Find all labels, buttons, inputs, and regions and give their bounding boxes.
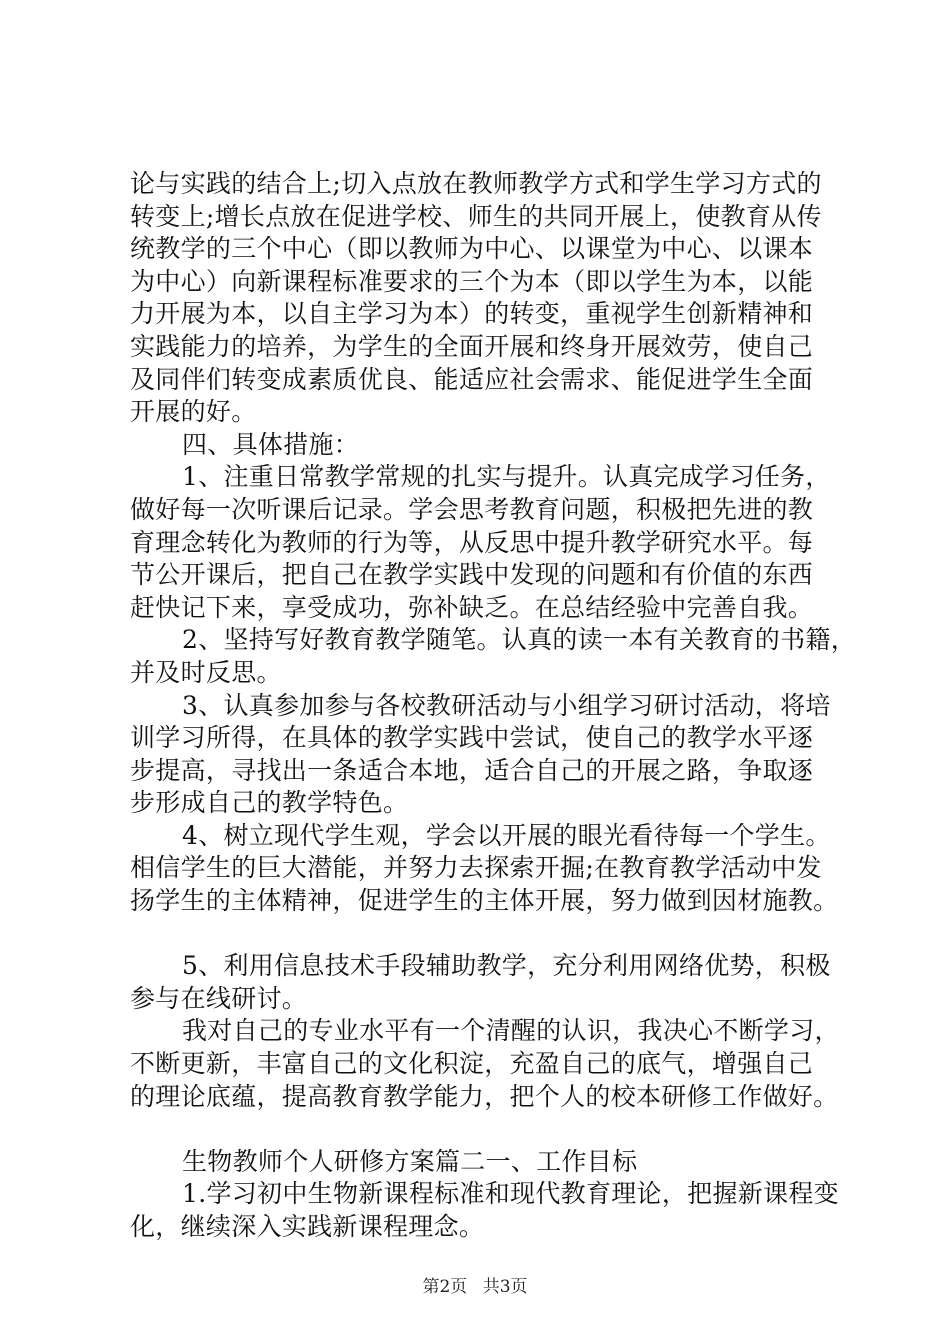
text-line: 论与实践的结合上;切入点放在教师教学方式和学生学习方式的 <box>130 169 822 198</box>
text-line: 1、注重日常教学常规的扎实与提升。认真完成学习任务， <box>182 462 831 492</box>
text-line: 5、利用信息技术手段辅助教学，充分利用网络优势，积极 <box>182 951 831 981</box>
text-line: 及同伴们转变成素质优良、能适应社会需求、能促进学生全面 <box>130 364 814 394</box>
text-line: 实践能力的培养，为学生的全面开展和终身开展效劳，使自己 <box>130 331 814 361</box>
text-line: 2、坚持写好教育教学随笔。认真的读一本有关教育的书籍， <box>182 625 857 655</box>
text-line: 步形成自己的教学特色。 <box>130 788 409 818</box>
text-line: 训学习所得，在具体的教学实践中尝试，使自己的教学水平逐 <box>130 723 814 753</box>
text-line: 扬学生的主体精神，促进学生的主体开展，努力做到因材施教。 <box>130 886 839 916</box>
text-line: 化，继续深入实践新课程理念。 <box>130 1212 485 1241</box>
text-line: 节公开课后，把自己在教学实践中发现的问题和有价值的东西 <box>130 560 814 590</box>
page-total: 共3页 <box>482 1277 528 1297</box>
section-heading: 生物教师个人研修方案篇二一、工作目标 <box>182 1146 638 1176</box>
text-line: 力开展为本，以自主学习为本）的转变，重视学生创新精神和 <box>130 299 814 329</box>
text-line: 转变上;增长点放在促进学校、师生的共同开展上，使教育从传 <box>130 201 822 231</box>
text-line: 并及时反思。 <box>130 657 282 687</box>
paragraph-gap <box>130 1113 830 1146</box>
text-line: 做好每一次听课后记录。学会思考教育问题，积极把先进的教 <box>130 494 814 524</box>
paragraph-gap <box>130 918 830 951</box>
body-text <box>130 168 857 1244</box>
text-line: 相信学生的巨大潜能，并努力去探索开掘;在教育教学活动中发 <box>130 853 822 883</box>
text-line: 我对自己的专业水平有一个清醒的认识，我决心不断学习， <box>182 1016 840 1046</box>
text-line: 不断更新，丰富自己的文化积淀，充盈自己的底气，增强自己 <box>130 1049 814 1079</box>
section-heading: 四、具体措施： <box>182 429 360 459</box>
text-line: 开展的好。 <box>130 397 257 427</box>
text-line: 的理论底蕴，提高教育教学能力，把个人的校本研修工作做好。 <box>130 1081 839 1111</box>
text-line: 育理念转化为教师的行为等，从反思中提升教学研究水平。每 <box>130 527 814 557</box>
text-line: 3、认真参加参与各校教研活动与小组学习研讨活动，将培 <box>182 690 831 720</box>
page-number: 第2页 <box>422 1277 468 1297</box>
text-line: 统教学的三个中心（即以教师为中心、以课堂为中心、以课本 <box>130 234 814 264</box>
text-line: 1.学习初中生物新课程标准和现代教育理论，把握新课程变 <box>182 1179 839 1209</box>
text-line: 赶快记下来，享受成功，弥补缺乏。在总结经验中完善自我。 <box>130 592 814 622</box>
text-line: 参与在线研讨。 <box>130 983 308 1013</box>
text-line: 4、树立现代学生观，学会以开展的眼光看待每一个学生。 <box>182 820 831 850</box>
text-line: 为中心）向新课程标准要求的三个为本（即以学生为本，以能 <box>130 266 814 296</box>
page-footer <box>0 1272 950 1297</box>
text-line: 步提高，寻找出一条适合本地，适合自己的开展之路，争取逐 <box>130 755 814 785</box>
